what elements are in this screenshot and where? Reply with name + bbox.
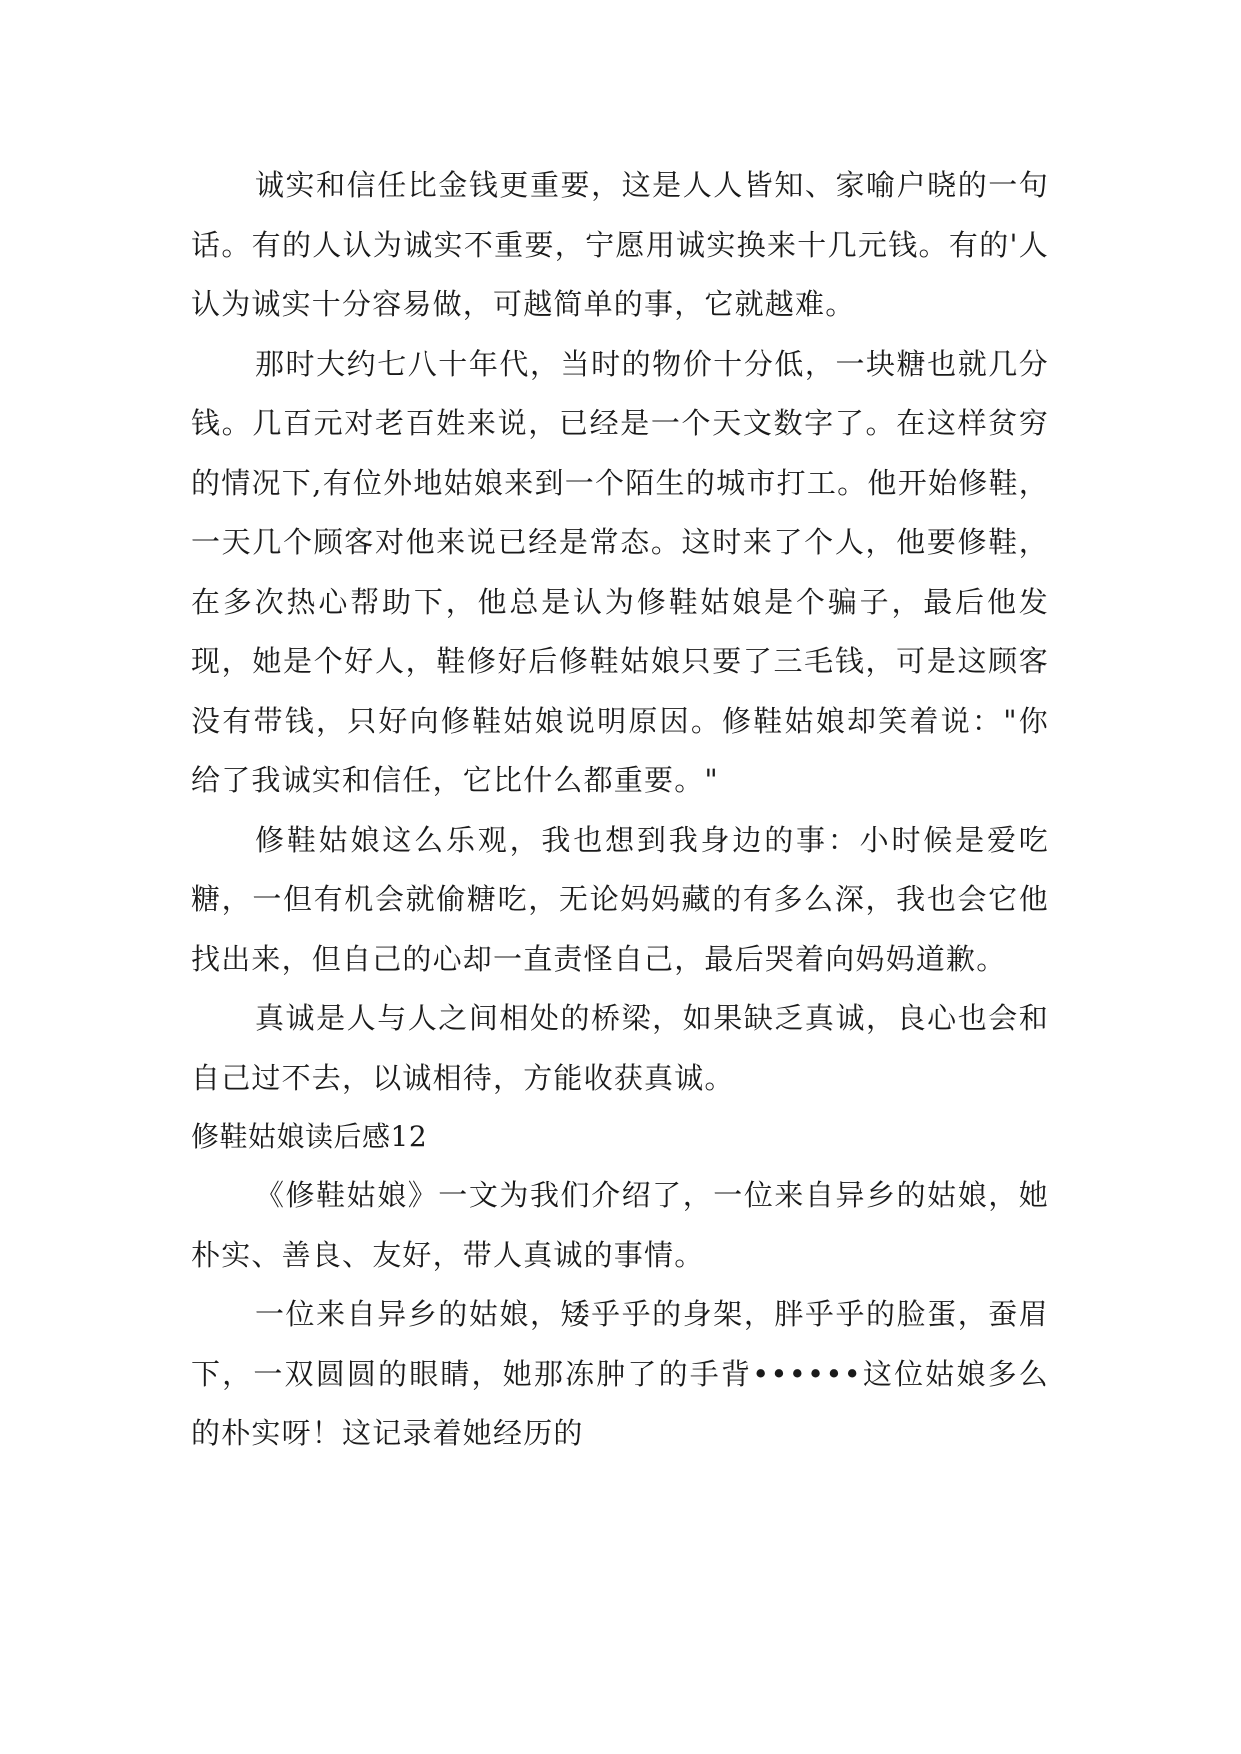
paragraph-shoe-repair-story: 那时大约七八十年代，当时的物价十分低，一块糖也就几分钱。几百元对老百姓来说，已经是一个天文数字了。在这样贫穷的情况下,有位外地姑娘来到一个陌生的城市打工。他开始修鞋，一天几个顾客对他来说已经是常态。这时来了个人，他要修鞋，在多次热心帮助下，他总是认为修鞋姑娘是个骗子，最后他发现，她是个好人，鞋修好后修鞋姑娘只要了三毛钱，可是这顾客没有带钱，只好向修鞋姑娘说明原因。修鞋姑娘却笑着说："你给了我诚实和信任，它比什么都重要。" xyxy=(191,346,1049,797)
paragraph-article-intro: 《修鞋姑娘》一文为我们介绍了，一位来自异乡的姑娘，她朴实、善良、友好，带人真诚的事情。 xyxy=(191,1178,1049,1272)
paragraph-honesty-intro: 诚实和信任比金钱更重要，这是人人皆知、家喻户晓的一句话。有的人认为诚实不重要，宁愿用诚实换来十几元钱。有的'人认为诚实十分容易做，可越简单的事，它就越难。 xyxy=(191,168,1049,321)
paragraph-conclusion: 真诚是人与人之间相处的桥梁，如果缺乏真诚，良心也会和自己过不去，以诚相待，方能收获真诚。 xyxy=(191,1001,1049,1095)
paragraph-childhood-memory: 修鞋姑娘这么乐观，我也想到我身边的事：小时候是爱吃糖，一但有机会就偷糖吃，无论妈妈藏的有多么深，我也会它他找出来，但自己的心却一直责怪自己，最后哭着向妈妈道歉。 xyxy=(191,822,1049,976)
document-page xyxy=(191,156,1049,1464)
paragraph-girl-description: 一位来自异乡的姑娘，矮乎乎的身架，胖乎乎的脸蛋，蚕眉下，一双圆圆的眼睛，她那冻肿了的手背••••••这位姑娘多么的朴实呀！这记录着她经历的 xyxy=(191,1297,1049,1450)
section-heading: 修鞋姑娘读后感12 xyxy=(191,1120,428,1153)
